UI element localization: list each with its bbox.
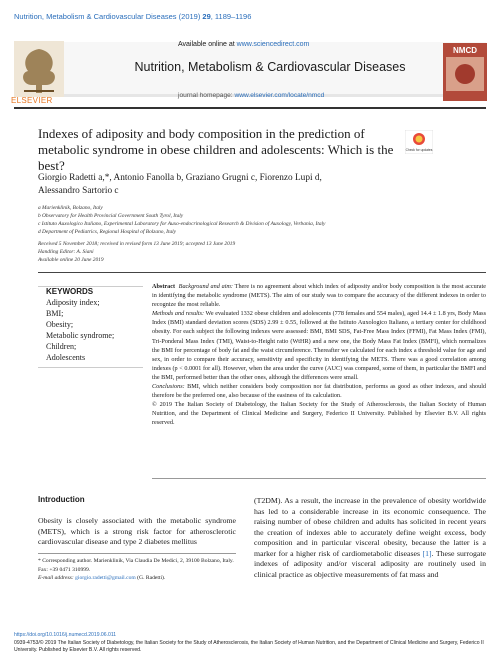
keywords-list bbox=[46, 297, 114, 363]
history-line: Handling Editor: A. Siani bbox=[38, 249, 94, 255]
intro-right-part-2: . These surrogate indexes of adiposity and/or visceral adiposity are routinely used in clinical practice as objective measurements of fat mass and bbox=[254, 548, 486, 579]
journal-ref-volume: 29 bbox=[202, 12, 211, 21]
methods-text: We evaluated 1332 obese children and adolescents (778 females and 554 males), aged 14.4 ± 1.8 yrs, Body Mass Index (BMI) standard deviation scores (SDS) 2.99 ± 0.55, followed at the Istituto Auxologico Italiano, a tertiary center for childhood obesity. For each subject the following indexes were assessed: BMI, BMI SDS, Fat-Free Mass Index (FFMI), Fat Mass Index (FMI), Tri-Ponderal Mass Index (TMI), Waist-to-Height ratio (WtHR) and a new one, the Body Mass Fat Index (BMFI), which normalizes the BMI for percentage of body fat and the waist circumference. Thereafter we calculated for each index a threshold value for age and sex, in order to compare their accuracy, sensitivity and specificity in identifying the METS. There was a good correlation among indexes (p < 0.0001 for all). However, when the area under the curve (AUC) was compared, some of them, in particular the BMFI and the BMI, performed better than the other ones, although the differences were small. bbox=[152, 310, 486, 381]
history-line: Available online 20 June 2019 bbox=[38, 257, 104, 263]
corresponding-author-footnote bbox=[38, 557, 236, 583]
authors bbox=[38, 172, 418, 198]
methods-label: Methods and results: bbox=[152, 310, 205, 318]
affiliation: d Department of Pediatrics, Regional Hospital of Bolzano, Italy bbox=[38, 229, 177, 235]
email-label: E-mail address: bbox=[38, 575, 76, 582]
keyword: Metabolic syndrome; bbox=[46, 331, 115, 340]
check-for-updates-badge[interactable] bbox=[405, 130, 433, 154]
email-suffix: (G. Radetti). bbox=[135, 575, 166, 582]
keyword: Adiposity index; bbox=[46, 298, 100, 307]
authors-line-2: Alessandro Sartorio c bbox=[38, 186, 119, 196]
sciencedirect-link[interactable]: www.sciencedirect.com bbox=[236, 41, 310, 48]
affiliation: a Marienklinik, Bolzano, Italy bbox=[38, 205, 103, 211]
history-line: Received 5 November 2018; received in revised form 13 June 2019; accepted 13 June 2019 bbox=[38, 241, 236, 247]
doi-link[interactable]: https://doi.org/10.1016/j.numecd.2019.06.011 bbox=[14, 632, 117, 638]
homepage-link[interactable]: www.elsevier.com/locate/nmcd bbox=[234, 92, 325, 99]
journal-ref-pages: , 1189–1196 bbox=[210, 12, 252, 21]
elsevier-tree-logo bbox=[14, 41, 64, 103]
affiliation: c Istituto Auxologico Italiano, Experimental Laboratory for Auxo-endocrinological Research & Division of Auxology, Verbania, Italy bbox=[38, 221, 326, 227]
reference-link[interactable]: [1] bbox=[422, 548, 432, 558]
article-title: Indexes of adiposity and body composition in the prediction of metabolic syndrome in obese children and adolescents: Which is the best? bbox=[38, 126, 394, 173]
email-link[interactable]: giorgio.radetti@gmail.com bbox=[75, 575, 136, 582]
footnote-rule bbox=[38, 553, 236, 554]
cover-label: NMCD bbox=[453, 46, 477, 55]
bottom-reference bbox=[14, 632, 486, 655]
check-updates-label: Check for updates bbox=[405, 148, 433, 152]
aims-label: Background and aim: bbox=[178, 283, 233, 290]
journal-title: Nutrition, Metabolism & Cardiovascular Diseases bbox=[134, 60, 406, 74]
keyword: Obesity; bbox=[46, 320, 74, 329]
keywords-heading: KEYWORDS bbox=[46, 287, 94, 296]
journal-ref-prefix: Nutrition, Metabolism & Cardiovascular Diseases (2019) bbox=[14, 12, 203, 21]
keyword: Adolescents bbox=[46, 353, 86, 362]
intro-right-part-1: (T2DM). As a result, the increase in the prevalence of obesity worldwide has led to a considerable increase in its economic consequence. The raising number of obese children and adults has solicited in recent years the creation of indexes able to accurately define weight excess, body composition and in particular visceral obesity, because the latter is a marker for a higher risk of cardiometabolic diseases bbox=[254, 496, 486, 558]
introduction-text-right bbox=[254, 496, 486, 580]
affiliation: b Observatory for Health Provincial Government South Tyrol, Italy bbox=[38, 213, 184, 219]
issn-line: 0939-4753/© 2019 The Italian Society of Diabetology, the Italian Society for the Study of Atherosclerosis, the Italian Society of Human Nutrition, and the Department of Clinical Medicine and Surgery, Federico II University. Published by Elsevier B.V. All rights reserved. bbox=[14, 639, 484, 654]
affiliations bbox=[38, 204, 458, 236]
introduction-text-left: Obesity is closely associated with the metabolic syndrome (METS), which is a strong risk factor for atherosclerotic cardiovascular disease and type 2 diabetes mellitus bbox=[38, 516, 236, 546]
available-online bbox=[178, 41, 309, 48]
journal-reference bbox=[14, 12, 251, 21]
corresponding-author: * Corresponding author. Marienklinik, Via Claudia De Medici, 2, 39100 Bolzano, Italy. Fax: +39 0471 310999. bbox=[38, 558, 234, 573]
authors-line-1: Giorgio Radetti a,*, Antonio Fanolla b, Graziano Grugni c, Fiorenzo Lupi d, bbox=[38, 173, 322, 183]
abstract bbox=[152, 282, 486, 428]
email-line bbox=[38, 574, 236, 583]
keyword: Children; bbox=[46, 342, 77, 351]
abstract-conclusions bbox=[152, 382, 486, 400]
header-rule bbox=[14, 107, 486, 109]
available-online-prefix: Available online at bbox=[178, 41, 237, 48]
introduction-heading: Introduction bbox=[38, 495, 85, 504]
aims-text: There is no agreement about which index of adiposity and/or body composition is the most accurate in identifying the metabolic syndrome (METS). The aim of our study was to compare the accuracy of the different indexes in order to recognize the most reliable. bbox=[152, 283, 487, 309]
abstract-rule bbox=[152, 478, 486, 479]
abstract-aims bbox=[152, 282, 486, 309]
article-history bbox=[38, 240, 458, 264]
abstract-copyright: © 2019 The Italian Society of Diabetology, the Italian Society for the Study of Atherosclerosis, the Italian Society of Human Nutrition, and the Department of Clinical Medicine and Surgery, Federico II University. Published by Elsevier B.V. All rights reserved. bbox=[152, 401, 486, 427]
journal-homepage bbox=[178, 92, 324, 99]
conclusions-text: BMI, which neither considers body composition nor fat distribution, performs as good as other indexes, and should therefore be the preferred one, also because of the easiness of its calculation. bbox=[152, 383, 487, 400]
keyword: BMI; bbox=[46, 309, 64, 318]
journal-cover-image bbox=[443, 43, 487, 101]
abstract-label: Abstract bbox=[152, 283, 176, 290]
homepage-prefix: journal homepage: bbox=[178, 92, 235, 99]
section-rule bbox=[38, 272, 486, 273]
abstract-methods bbox=[152, 309, 486, 382]
publisher-name: ELSEVIER bbox=[11, 96, 53, 105]
conclusions-label: Conclusions: bbox=[152, 383, 185, 391]
